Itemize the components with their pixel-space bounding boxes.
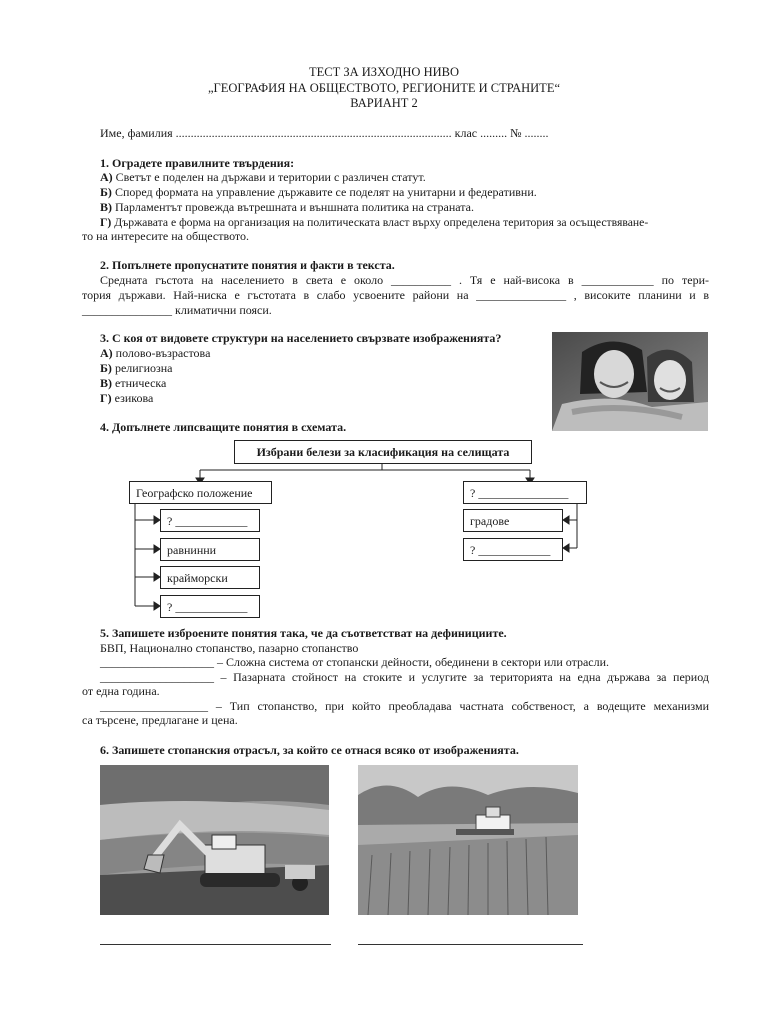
q5-definition-3-cont: са търсене, предлагане и цена. (82, 713, 238, 727)
q5-definition-1: ___________________ – Сложна система от стопански дейности, обединени в сектори или отрасли. (100, 655, 610, 669)
q5-heading: 5. Запишете изброените понятия така, че да съответстват на дефинициите. (100, 626, 507, 640)
q3-option-d: Г) езикова (100, 391, 154, 405)
q5-definition-2: ___________________ – Пазарната стойност на стоките и услугите за територията на една държава за период (100, 670, 709, 684)
harvest-photo (358, 765, 578, 915)
q2-text-line3: _______________ климатични пояси. (82, 303, 272, 317)
test-variant: ВАРИАНТ 2 (350, 96, 418, 110)
scheme-left-item-1: ? ____________ (160, 509, 260, 532)
q1-heading: 1. Оградете правилните твърдения: (100, 156, 295, 170)
mining-photo (100, 765, 329, 915)
scheme-left-item-3: крайморски (160, 566, 260, 589)
scheme-left-item-4: ? ____________ (160, 595, 260, 618)
q6-heading: 6. Запишете стопанския отрасъл, за който се отнася всяко от изображенията. (100, 743, 519, 757)
q1-option-b: Б) Според формата на управление държавите се поделят на унитарни и федеративни. (100, 185, 537, 199)
q5-definition-3: __________________ – Тип стопанство, при който преобладава частната собственост, а водещите механизми (100, 699, 709, 713)
q3-heading: 3. С коя от видовете структури на населението свързвате изображенията? (100, 331, 502, 345)
test-subtitle: „ГЕОГРАФИЯ НА ОБЩЕСТВОТО, РЕГИОНИТЕ И СТРАНИТЕ“ (207, 81, 561, 95)
q1-option-a: А) Светът е поделен на държави и територии с различен статут. (100, 170, 426, 184)
q1-option-d: Г) Държавата е форма на организация на политическата власт върху определена територия за осъществяване- (100, 216, 649, 229)
answer-line-1[interactable] (100, 944, 331, 945)
scheme-right-head: ? _______________ (463, 481, 587, 504)
q1-option-d-cont: то на интересите на обществото. (82, 229, 249, 243)
scheme-right-item-1: градове (463, 509, 563, 532)
q2-text-line2: тория държави. Най-ниска е гъстотата в слабо усвоените райони на _______________ , високите планини и в (82, 288, 709, 302)
q4-heading: 4. Допълнете липсващите понятия в схемата. (100, 420, 347, 434)
q3-option-a: А) полово-възрастова (100, 346, 211, 360)
q2-text-line1: Средната гъстота на населението в света е около __________ . Тя е най-висока в ____________ по тери- (100, 273, 709, 287)
q5-definition-2-cont: от една година. (82, 684, 160, 698)
scheme-right-item-2: ? ____________ (463, 538, 563, 561)
q1-option-c: В) Парламентът провежда вътрешната и външната политика на страната. (100, 200, 475, 214)
q2-heading: 2. Попълнете пропуснатите понятия и факти в текста. (100, 258, 395, 272)
scheme-left-head: Географско положение (129, 481, 272, 504)
scheme-left-item-2: равнинни (160, 538, 260, 561)
q5-terms: БВП, Национално стопанство, пазарно стопанство (100, 641, 359, 655)
scheme-top-box: Избрани белези за класификация на селищата (234, 440, 532, 464)
name-line: Име, фамилия ............................................................................................ клас ......... № ........ (100, 126, 549, 140)
test-title: ТЕСТ ЗА ИЗХОДНО НИВО (309, 65, 459, 79)
q3-option-b: Б) религиозна (100, 361, 173, 375)
answer-line-2[interactable] (358, 944, 583, 945)
q3-option-c: В) етническа (100, 376, 167, 390)
